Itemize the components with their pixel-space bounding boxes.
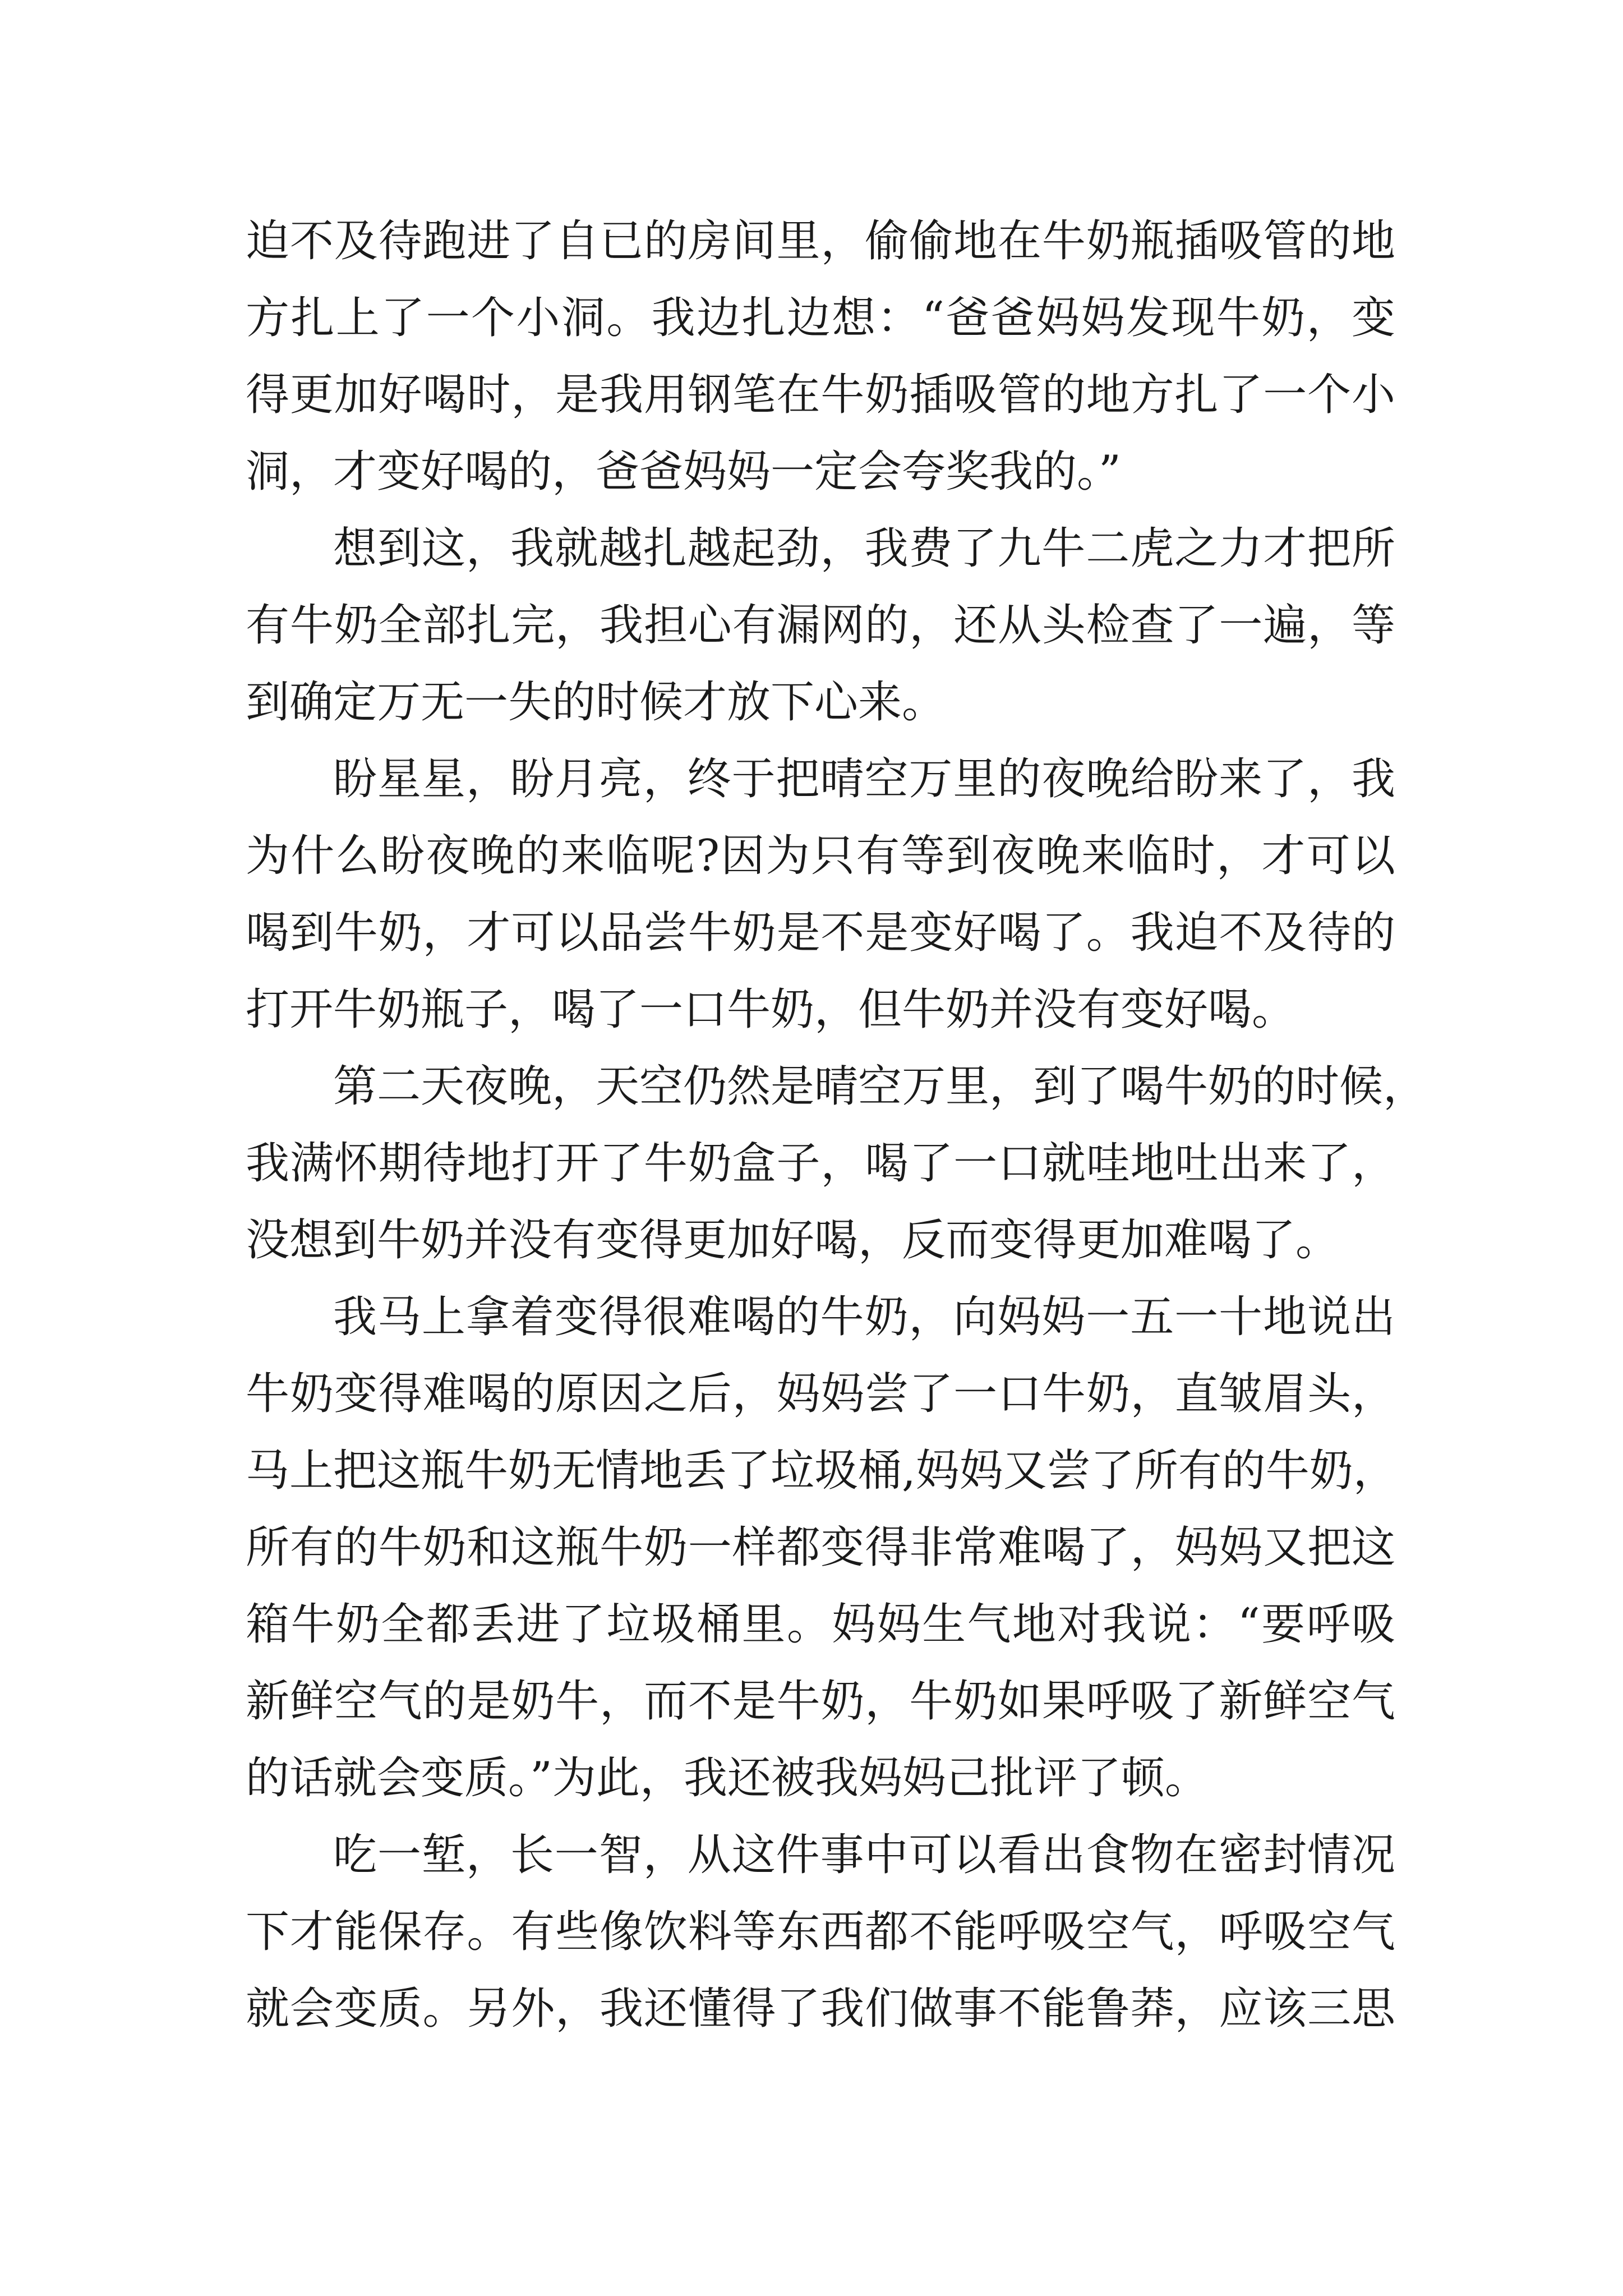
text-line: 我马上拿着变得很难喝的牛奶，向妈妈一五一十地说出	[333, 1292, 1395, 1342]
text-line: 第二天夜晚，天空仍然是晴空万里，到了喝牛奶的时候，	[333, 1061, 1427, 1112]
text-line: 迫不及待跑进了自已的房间里，偷偷地在牛奶瓶插吸管的地	[246, 216, 1395, 266]
text-line: 没想到牛奶并没有变得更加好喝，反而变得更加难喝了。	[246, 1215, 1340, 1266]
text-line: 牛奶变得难喝的原因之后，妈妈尝了一口牛奶，直皱眉头，	[246, 1369, 1395, 1419]
text-body	[246, 203, 1427, 2047]
text-line: 方扎上了一个小洞。我边扎边想：“爸爸妈妈发现牛奶，变	[246, 293, 1395, 343]
text-line: 下才能保存。有些像饮料等东西都不能呼吸空气，呼吸空气	[246, 1907, 1395, 1957]
text-line: 为什么盼夜晚的来临呢?因为只有等到夜晚来临时，才可以	[246, 831, 1395, 881]
text-line: 打开牛奶瓶子，喝了一口牛奶，但牛奶并没有变好喝。	[246, 984, 1296, 1035]
text-line: 马上把这瓶牛奶无情地丢了垃圾桶,妈妈又尝了所有的牛奶，	[246, 1446, 1397, 1496]
text-line: 箱牛奶全都丢进了垃圾桶里。妈妈生气地对我说：“要呼吸	[246, 1599, 1395, 1650]
text-line: 到确定万无一失的时候才放下心来。	[246, 677, 946, 728]
text-line: 吃一堑，长一智，从这件事中可以看出食物在密封情况	[333, 1830, 1395, 1880]
text-line: 的话就会变质。”为此，我还被我妈妈己批评了顿。	[246, 1753, 1209, 1803]
text-line: 有牛奶全部扎完，我担心有漏网的，还从头检查了一遍，等	[246, 600, 1395, 651]
text-line: 盼星星，盼月亮，终于把晴空万里的夜晚给盼来了，我	[333, 754, 1395, 804]
text-line: 我满怀期待地打开了牛奶盒子，喝了一口就哇地吐出来了，	[246, 1138, 1395, 1189]
text-line: 洞，才变好喝的，爸爸妈妈一定会夸奖我的。”	[246, 447, 1121, 497]
text-line: 想到这，我就越扎越起劲，我费了九牛二虎之力才把所	[333, 523, 1395, 574]
text-line: 新鲜空气的是奶牛，而不是牛奶，牛奶如果呼吸了新鲜空气	[246, 1676, 1395, 1727]
text-line: 喝到牛奶，才可以品尝牛奶是不是变好喝了。我迫不及待的	[246, 908, 1395, 958]
text-line: 所有的牛奶和这瓶牛奶一样都变得非常难喝了，妈妈又把这	[246, 1522, 1395, 1573]
text-line: 就会变质。另外，我还懂得了我们做事不能鲁莽，应该三思	[246, 1984, 1395, 2034]
text-line: 得更加好喝时，是我用钢笔在牛奶插吸管的地方扎了一个小	[246, 370, 1395, 420]
